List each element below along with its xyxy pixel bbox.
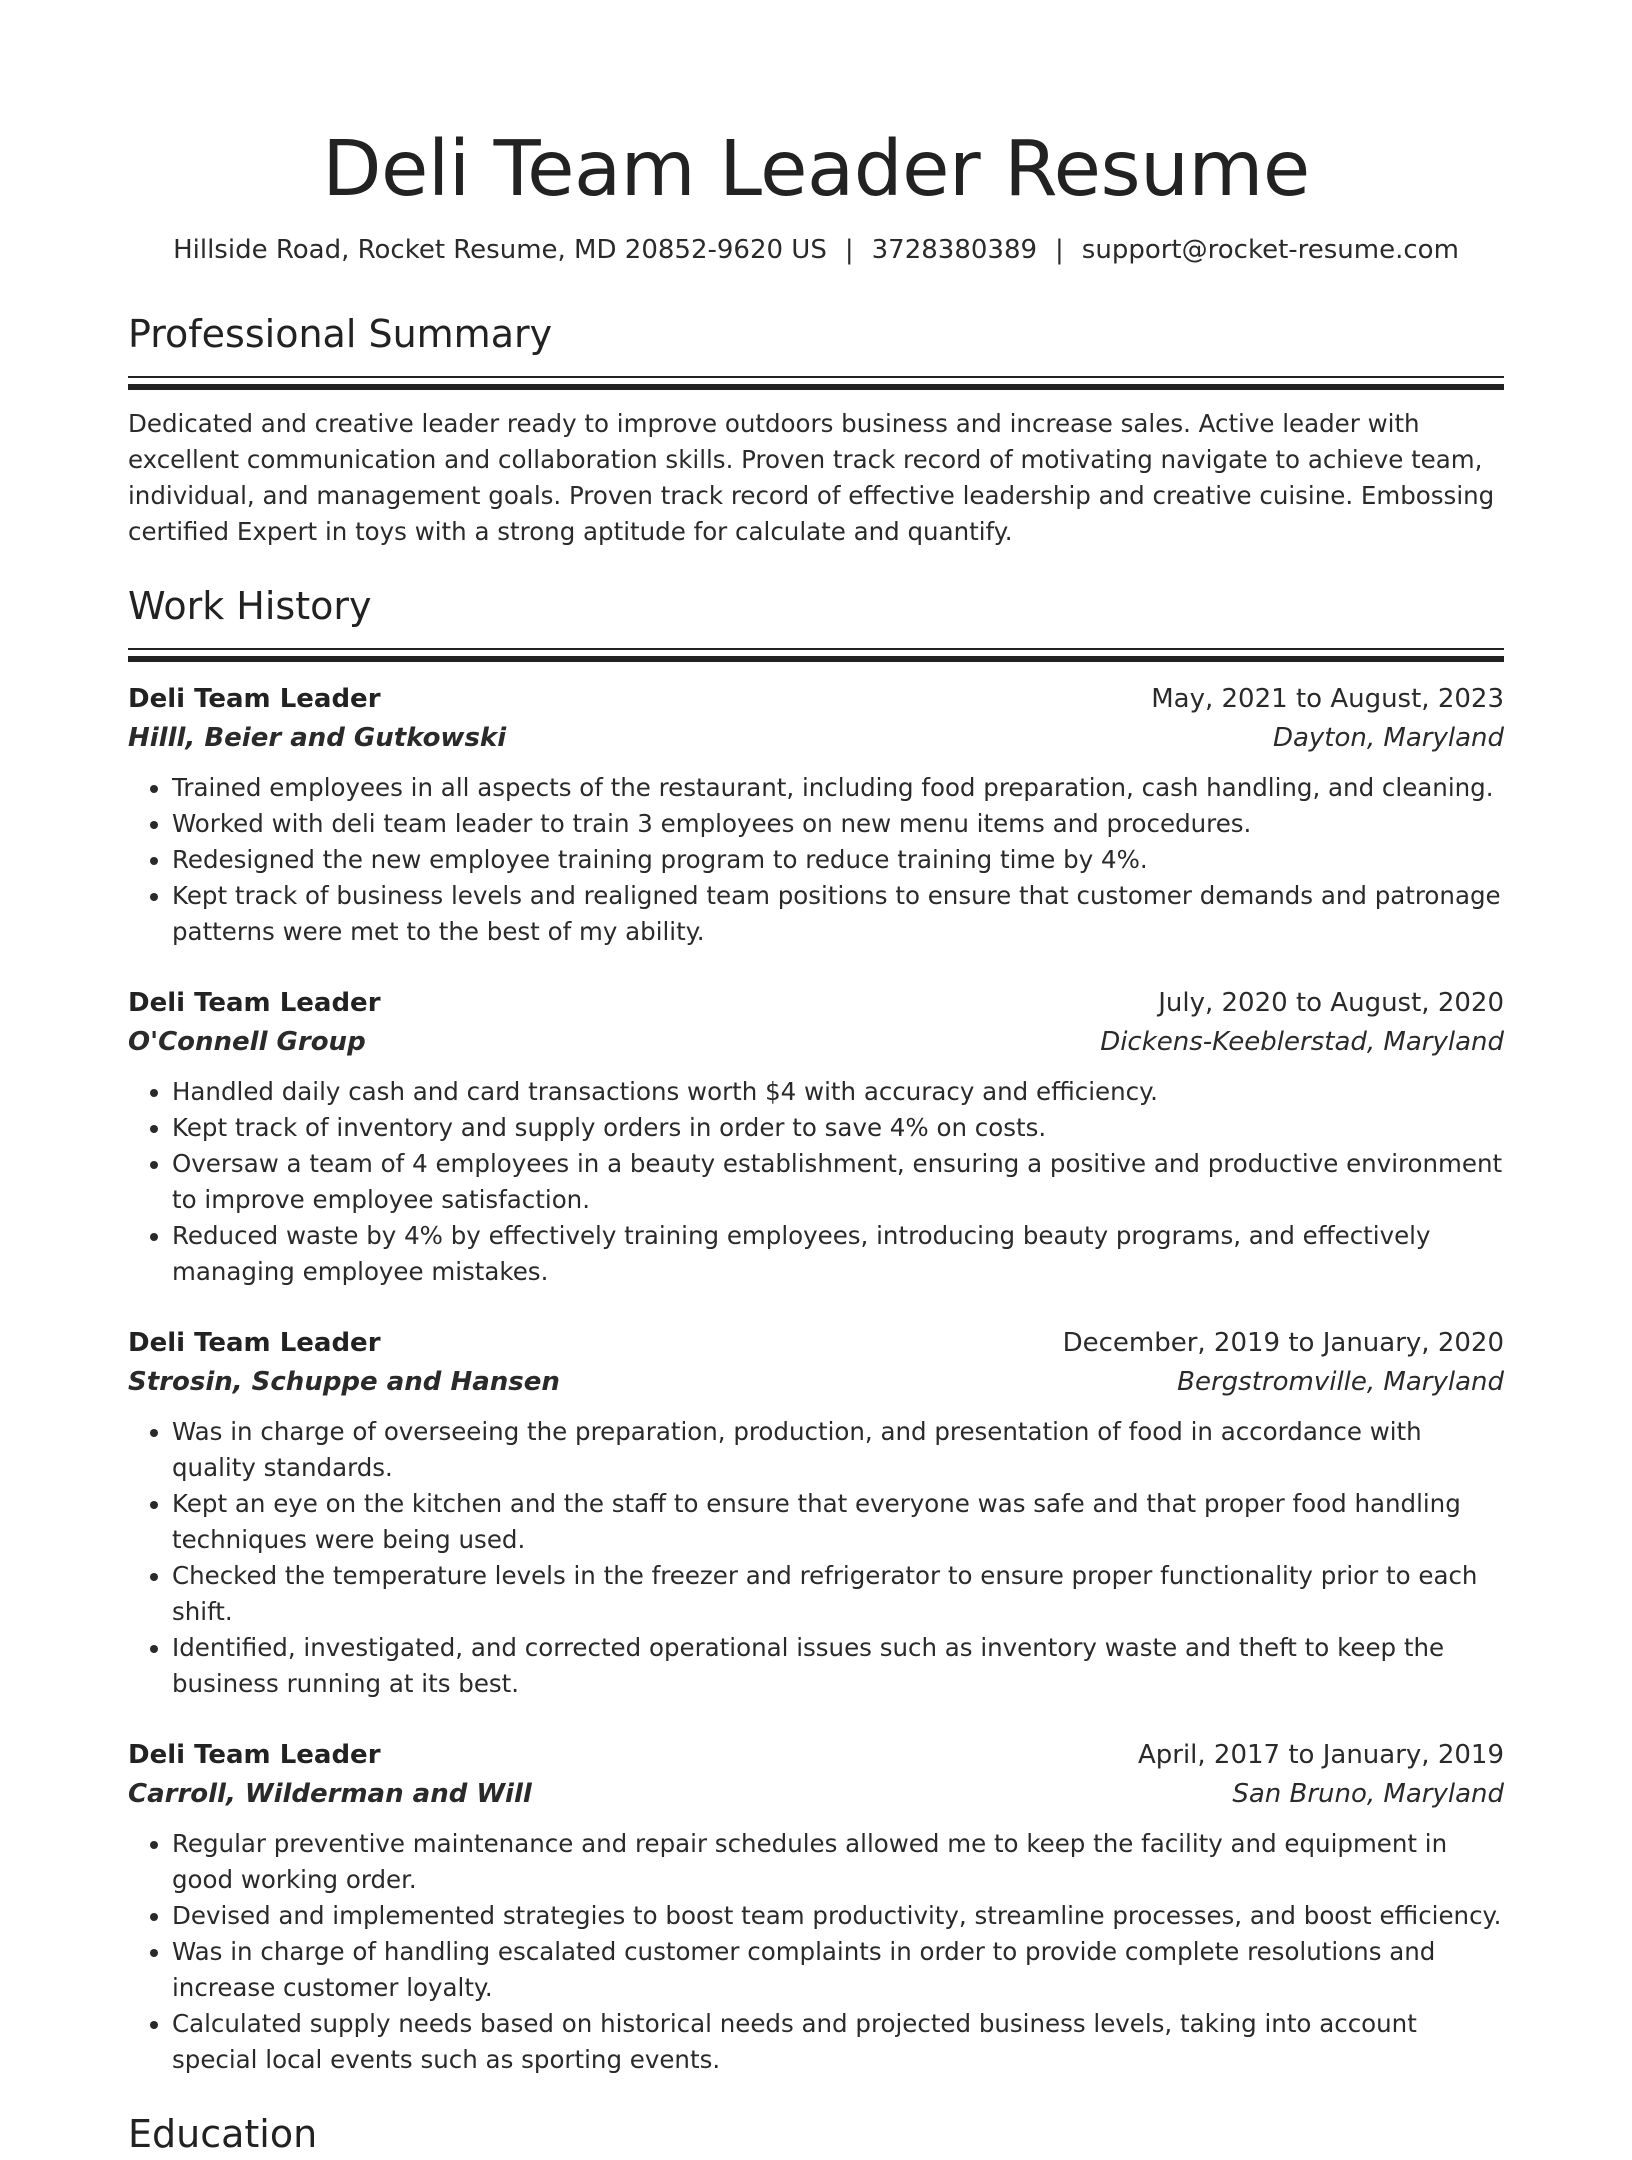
job-dates: December, 2019 to January, 2020	[1062, 1328, 1504, 1358]
job-entry	[128, 1736, 1504, 2078]
job-bullet: • Was in charge of overseeing the preparation, production, and presentation of food in accordance with quality standards.	[172, 1414, 1504, 1486]
job-bullet: • Regular preventive maintenance and repair schedules allowed me to keep the facility and equipment in good working order.	[172, 1826, 1504, 1898]
job-dates: July, 2020 to August, 2020	[1158, 988, 1504, 1018]
job-title: Deli Team Leader	[128, 684, 381, 714]
professional-summary-section	[128, 308, 1504, 550]
job-bullet: • Checked the temperature levels in the freezer and refrigerator to ensure proper functionality prior to each shift.	[172, 1558, 1504, 1630]
job-header-row	[128, 1736, 1504, 1774]
job-bullet-list	[128, 770, 1504, 950]
job-bullet: • Calculated supply needs based on historical needs and projected business levels, taking into account special local events such as sporting events.	[172, 2006, 1504, 2078]
job-company: Strosin, Schuppe and Hansen	[128, 1367, 560, 1397]
job-location: San Bruno, Maryland	[1232, 1779, 1504, 1809]
resume-page	[128, 0, 1504, 2160]
job-bullet: • Kept track of business levels and realigned team positions to ensure that customer demands and patronage patterns were met to the best of my ability.	[172, 878, 1504, 950]
job-employer-row	[128, 718, 1504, 758]
job-bullet: • Reduced waste by 4% by effectively training employees, introducing beauty programs, and effectively managing employee mistakes.	[172, 1218, 1504, 1290]
summary-text: Dedicated and creative leader ready to improve outdoors business and increase sales. Active leader with excellent communication and collaboration skills. Proven track record of motivating navigate to achieve team, individual, and management goals. Proven track record of effective leadership and creative cuisine. Embossing certified Expert in toys with a strong aptitude for calculate and quantify.	[128, 409, 1495, 546]
job-dates: April, 2017 to January, 2019	[1137, 1740, 1504, 1770]
section-heading-summary: Professional Summary	[128, 312, 553, 356]
contact-address: Hillside Road, Rocket Resume, MD 20852-9620 US	[173, 235, 827, 265]
resume-title: Deli Team Leader Resume	[322, 125, 1310, 214]
job-company: O'Connell Group	[128, 1027, 366, 1057]
job-dates: May, 2021 to August, 2023	[1151, 684, 1504, 714]
contact-email[interactable]: support@rocket-resume.com	[1081, 235, 1459, 265]
job-title: Deli Team Leader	[128, 1740, 381, 1770]
job-entry	[128, 1324, 1504, 1702]
job-employer-row	[128, 1022, 1504, 1062]
contact-phone[interactable]: 3728380389	[871, 235, 1038, 265]
job-bullet: • Identified, investigated, and corrected operational issues such as inventory waste and theft to keep the business running at its best.	[172, 1630, 1504, 1702]
job-bullet: • Was in charge of handling escalated customer complaints in order to provide complete resolutions and increase customer loyalty.	[172, 1934, 1504, 2006]
job-bullet: • Redesigned the new employee training program to reduce training time by 4%.	[172, 842, 1504, 878]
job-header-row	[128, 984, 1504, 1022]
job-location: Dayton, Maryland	[1272, 723, 1504, 753]
job-bullet: • Handled daily cash and card transactions worth $4 with accuracy and efficiency.	[172, 1074, 1504, 1110]
job-bullet-list	[128, 1074, 1504, 1290]
section-heading-education: Education	[128, 2112, 318, 2156]
job-employer-row	[128, 1774, 1504, 1814]
section-heading-work-history: Work History	[128, 584, 372, 628]
job-company: Hilll, Beier and Gutkowski	[128, 723, 507, 753]
job-location: Dickens-Keeblerstad, Maryland	[1100, 1027, 1504, 1057]
job-entry	[128, 984, 1504, 1290]
job-entry	[128, 680, 1504, 950]
contact-separator: |	[844, 235, 854, 265]
work-history-section	[128, 580, 1504, 2078]
education-section	[128, 2108, 1504, 2160]
job-bullet: • Trained employees in all aspects of the restaurant, including food preparation, cash handling, and cleaning.	[172, 770, 1504, 806]
job-bullet: • Kept track of inventory and supply orders in order to save 4% on costs.	[172, 1110, 1504, 1146]
job-bullet: • Devised and implemented strategies to boost team productivity, streamline processes, and boost efficiency.	[172, 1898, 1504, 1934]
job-employer-row	[128, 1362, 1504, 1402]
job-header-row	[128, 1324, 1504, 1362]
job-bullet-list	[128, 1414, 1504, 1702]
job-company: Carroll, Wilderman and Will	[128, 1779, 532, 1809]
job-bullet: • Kept an eye on the kitchen and the staff to ensure that everyone was safe and that proper food handling techniques were being used.	[172, 1486, 1504, 1558]
job-title: Deli Team Leader	[128, 988, 381, 1018]
contact-line	[128, 232, 1504, 268]
job-bullet: • Worked with deli team leader to train 3 employees on new menu items and procedures.	[172, 806, 1504, 842]
job-header-row	[128, 680, 1504, 718]
job-bullet: • Oversaw a team of 4 employees in a beauty establishment, ensuring a positive and productive environment to improve employee satisfaction.	[172, 1146, 1504, 1218]
job-title: Deli Team Leader	[128, 1328, 381, 1358]
job-bullet-list	[128, 1826, 1504, 2078]
section-divider	[128, 376, 1504, 390]
section-divider	[128, 648, 1504, 662]
job-location: Bergstromville, Maryland	[1177, 1367, 1504, 1397]
contact-separator: |	[1055, 235, 1064, 265]
